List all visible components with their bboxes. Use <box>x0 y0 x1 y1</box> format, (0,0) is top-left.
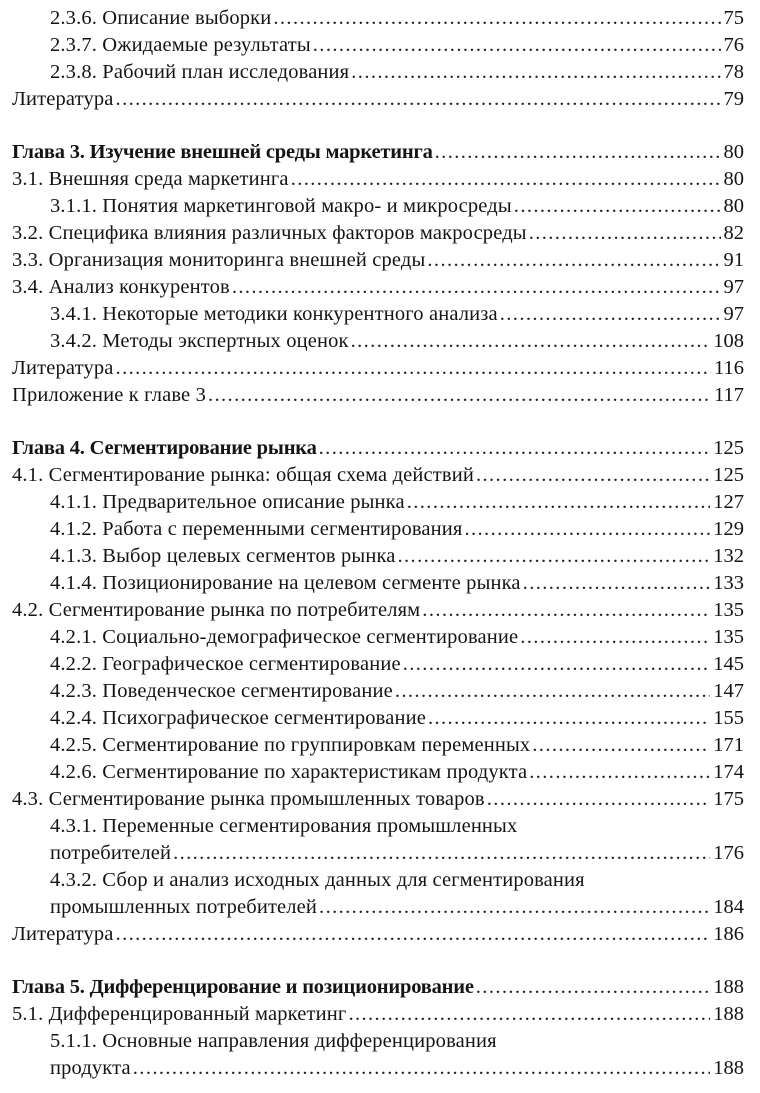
toc-page-number: 108 <box>713 330 744 352</box>
toc-page-number: 175 <box>713 788 744 810</box>
toc-page-number: 147 <box>713 680 744 702</box>
toc-entry <box>0 516 760 543</box>
dot-leader <box>133 1055 710 1082</box>
toc-entry <box>0 1001 760 1028</box>
toc-entry-first-line <box>0 1028 760 1055</box>
dot-leader <box>427 247 720 274</box>
toc-entry <box>0 462 760 489</box>
toc-entry <box>0 489 760 516</box>
toc-entry <box>0 921 760 948</box>
toc-entry <box>0 705 760 732</box>
toc-page-number: 184 <box>713 896 744 918</box>
dot-leader <box>422 597 710 624</box>
toc-entry-title: Литература <box>12 923 114 945</box>
toc-entry-continuation <box>0 1055 760 1082</box>
dot-leader <box>395 678 710 705</box>
toc-entry <box>0 597 760 624</box>
toc-entry <box>0 543 760 570</box>
dot-leader <box>529 759 710 786</box>
dot-leader <box>232 274 721 301</box>
toc-entry-title: 2.3.7. Ожидаемые результаты <box>50 34 311 56</box>
toc-entry-title: Литература <box>12 357 114 379</box>
toc-page-number: 76 <box>723 34 744 56</box>
toc-entry-title: 4.1. Сегментирование рынка: общая схема действий <box>12 464 474 486</box>
toc-entry <box>0 59 760 86</box>
toc-entry-title: 4.2. Сегментирование рынка по потребителям <box>12 599 421 621</box>
toc-entry <box>0 382 760 409</box>
toc-chapter-title: Глава 5. Дифференцирование и позиционирование <box>12 976 474 998</box>
toc-entry-title: 5.1.1. Основные направления дифференцирования <box>50 1030 497 1052</box>
toc-entry <box>0 166 760 193</box>
toc-entry-title: Приложение к главе 3 <box>12 384 206 406</box>
toc-entry-title-continued: продукта <box>50 1057 131 1079</box>
toc-page-number: 135 <box>713 599 744 621</box>
dot-leader <box>398 543 711 570</box>
toc-entry-title: 4.2.6. Сегментирование по характеристикам продукта <box>50 761 528 783</box>
toc-entry <box>0 678 760 705</box>
toc-page-number: 78 <box>723 61 744 83</box>
toc-page-number: 127 <box>713 491 744 513</box>
toc-page-number: 75 <box>723 7 744 29</box>
toc-entry-title: 3.1. Внешняя среда маркетинга <box>12 168 289 190</box>
toc-entry <box>0 274 760 301</box>
toc-entry-title: 3.1.1. Понятия маркетинговой макро- и микросреды <box>50 195 512 217</box>
toc-chapter-title: Глава 3. Изучение внешней среды маркетинга <box>12 141 433 163</box>
toc-entry <box>0 5 760 32</box>
toc-entry-title: 5.1. Дифференцированный маркетинг <box>12 1003 347 1025</box>
toc-entry <box>0 759 760 786</box>
toc-entry <box>0 651 760 678</box>
toc-entry-title-continued: потребителей <box>50 842 172 864</box>
toc-page-number: 97 <box>723 303 744 325</box>
toc-page-number: 145 <box>713 653 744 675</box>
dot-leader <box>116 86 721 113</box>
toc-page-number: 129 <box>713 518 744 540</box>
toc-entry-title: 2.3.6. Описание выборки <box>50 7 272 29</box>
toc-page-number: 80 <box>723 195 744 217</box>
toc-chapter-title: Глава 4. Сегментирование рынка <box>12 437 317 459</box>
toc-entry-title: 2.3.8. Рабочий план исследования <box>50 61 350 83</box>
toc-entry-first-line <box>0 813 760 840</box>
dot-leader <box>428 705 710 732</box>
dot-leader <box>529 220 721 247</box>
toc-entry <box>0 732 760 759</box>
toc-chapter <box>0 435 760 462</box>
toc-page-number: 133 <box>713 572 744 594</box>
toc-page-number: 171 <box>713 734 744 756</box>
dot-leader <box>273 5 720 32</box>
dot-leader <box>532 732 710 759</box>
dot-leader <box>464 516 710 543</box>
toc-page-number: 155 <box>713 707 744 729</box>
toc-chapter <box>0 974 760 1001</box>
dot-leader <box>520 624 710 651</box>
dot-leader <box>514 193 721 220</box>
toc-page-number: 186 <box>713 923 744 945</box>
toc-page-number: 132 <box>713 545 744 567</box>
toc-entry-title: 4.3.1. Переменные сегментирования промышленных <box>50 815 518 837</box>
dot-leader <box>487 786 710 813</box>
toc-entry-title: 3.4.1. Некоторые методики конкурентного анализа <box>50 303 498 325</box>
toc-entry <box>0 570 760 597</box>
toc-page-number: 125 <box>713 464 744 486</box>
dot-leader <box>208 382 711 409</box>
toc-page-number: 188 <box>713 1003 744 1025</box>
toc-entry-title: 4.1.1. Предварительное описание рынка <box>50 491 405 513</box>
toc-page-number: 80 <box>723 168 744 190</box>
toc-entry-continuation <box>0 840 760 867</box>
toc-entry <box>0 32 760 59</box>
toc-page-number: 176 <box>713 842 744 864</box>
toc-entry-title: Литература <box>12 88 114 110</box>
toc-entry-title: 3.2. Специфика влияния различных факторов макросреды <box>12 222 527 244</box>
toc-page-number: 82 <box>723 222 744 244</box>
toc-entry <box>0 193 760 220</box>
toc-page-number: 135 <box>713 626 744 648</box>
dot-leader <box>173 840 710 867</box>
toc-entry-title: 3.3. Организация мониторинга внешней среды <box>12 249 426 271</box>
dot-leader <box>116 921 711 948</box>
dot-leader <box>351 328 711 355</box>
toc-page-number: 79 <box>723 88 744 110</box>
toc-entry-title: 3.4.2. Методы экспертных оценок <box>50 330 349 352</box>
toc-entry-title: 4.2.3. Поведенческое сегментирование <box>50 680 393 702</box>
dot-leader <box>348 1001 710 1028</box>
toc-entry-title: 4.1.2. Работа с переменными сегментирования <box>50 518 463 540</box>
toc-page-number: 80 <box>723 141 744 163</box>
toc-page-number: 91 <box>723 249 744 271</box>
toc-entry <box>0 624 760 651</box>
toc-entry-first-line <box>0 867 760 894</box>
toc-page-number: 174 <box>713 761 744 783</box>
dot-leader <box>313 32 721 59</box>
toc-chapter <box>0 139 760 166</box>
toc-entry <box>0 786 760 813</box>
toc-page-number: 116 <box>714 357 744 379</box>
dot-leader <box>116 355 711 382</box>
toc-entry-title: 4.1.3. Выбор целевых сегментов рынка <box>50 545 396 567</box>
toc-entry <box>0 220 760 247</box>
dot-leader <box>403 651 711 678</box>
dot-leader <box>435 139 721 166</box>
toc-entry-title: 4.2.2. Географическое сегментирование <box>50 653 401 675</box>
toc-page-number: 117 <box>714 384 744 406</box>
toc-entry-title: 4.2.1. Социально-демографическое сегментирование <box>50 626 519 648</box>
toc-entry-title: 4.3. Сегментирование рынка промышленных товаров <box>12 788 485 810</box>
dot-leader <box>319 894 710 921</box>
toc-entry <box>0 328 760 355</box>
toc-entry <box>0 86 760 113</box>
toc-page-number: 97 <box>723 276 744 298</box>
toc-page-number: 188 <box>713 976 744 998</box>
dot-leader <box>291 166 721 193</box>
dot-leader <box>500 301 721 328</box>
toc-entry-title: 3.4. Анализ конкурентов <box>12 276 230 298</box>
dot-leader <box>523 570 711 597</box>
toc-entry-title: 4.2.5. Сегментирование по группировкам переменных <box>50 734 531 756</box>
dot-leader <box>476 974 710 1001</box>
toc-entry-title: 4.3.2. Сбор и анализ исходных данных для сегментирования <box>50 869 585 891</box>
dot-leader <box>476 462 710 489</box>
toc-page-number: 188 <box>713 1057 744 1079</box>
toc-entry <box>0 355 760 382</box>
dot-leader <box>407 489 711 516</box>
toc-entry-title: 4.1.4. Позиционирование на целевом сегменте рынка <box>50 572 521 594</box>
toc-entry <box>0 247 760 274</box>
toc-entry-continuation <box>0 894 760 921</box>
toc-entry-title-continued: промышленных потребителей <box>50 896 318 918</box>
dot-leader <box>351 59 720 86</box>
toc-entry-title: 4.2.4. Психографическое сегментирование <box>50 707 426 729</box>
dot-leader <box>319 435 711 462</box>
toc-entry <box>0 301 760 328</box>
toc-page-number: 125 <box>713 437 744 459</box>
